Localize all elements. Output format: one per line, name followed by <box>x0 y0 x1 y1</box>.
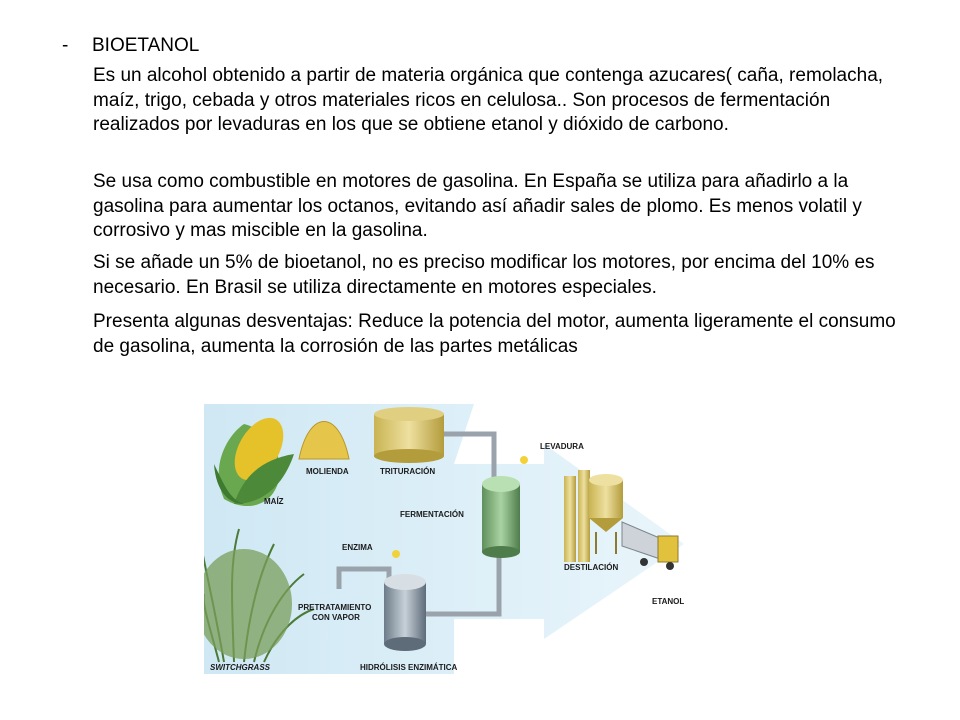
enzima-sparkle <box>392 550 400 558</box>
heading-text: BIOETANOL <box>92 35 200 56</box>
paragraph-definition: Es un alcohol obtenido a partir de materia orgánica que contenga azucares( caña, remolacha, maíz, trigo, cebada y otros materiales ricos en celulosa.. Son procesos de fermentación realizados por levaduras en los que se obtiene etanol y dióxido de carbono. <box>93 65 884 135</box>
label-pretratamiento-2: CON VAPOR <box>312 613 360 622</box>
label-trituracion: TRITURACIÓN <box>380 467 436 476</box>
label-maiz: MAÍZ <box>264 497 284 506</box>
levadura-sparkle <box>520 456 528 464</box>
label-etanol: ETANOL <box>652 597 685 606</box>
label-destilacion: DESTILACIÓN <box>564 563 619 572</box>
fermentacion-tank <box>482 476 520 558</box>
label-hidrolisis: HIDRÓLISIS ENZIMÁTICA <box>360 663 458 672</box>
paragraph-disadvantages: Presenta algunas desventajas: Reduce la potencia del motor, aumenta ligeramente el consumo de gasolina, aumenta la corrosión de las partes metálicas <box>93 311 896 357</box>
label-switchgrass: SWITCHGRASS <box>210 663 270 672</box>
bullet-marker: - <box>62 35 69 56</box>
hidrolisis-tank <box>384 574 426 651</box>
paragraph-blend: Si se añade un 5% de bioetanol, no es preciso modificar los motores, por encima del 10% es necesario. En Brasil se utiliza directamente en motores especiales. <box>93 252 875 298</box>
label-fermentacion: FERMENTACIÓN <box>400 510 464 519</box>
label-pretratamiento-1: PRETRATAMIENTO <box>298 603 372 612</box>
label-molienda: MOLIENDA <box>306 467 349 476</box>
trituracion-tank <box>374 407 444 463</box>
label-enzima: ENZIMA <box>342 543 373 552</box>
bullet-heading <box>62 34 199 58</box>
label-levadura: LEVADURA <box>540 442 584 451</box>
bioethanol-process-diagram <box>204 404 686 676</box>
paragraph-usage: Se usa como combustible en motores de gasolina. En España se utiliza para añadirlo a la gasolina para aumentar los octanos, evitando así añadir sales de plomo. Es menos volatil y corrosivo y mas miscible en la gasolina. <box>93 171 862 241</box>
